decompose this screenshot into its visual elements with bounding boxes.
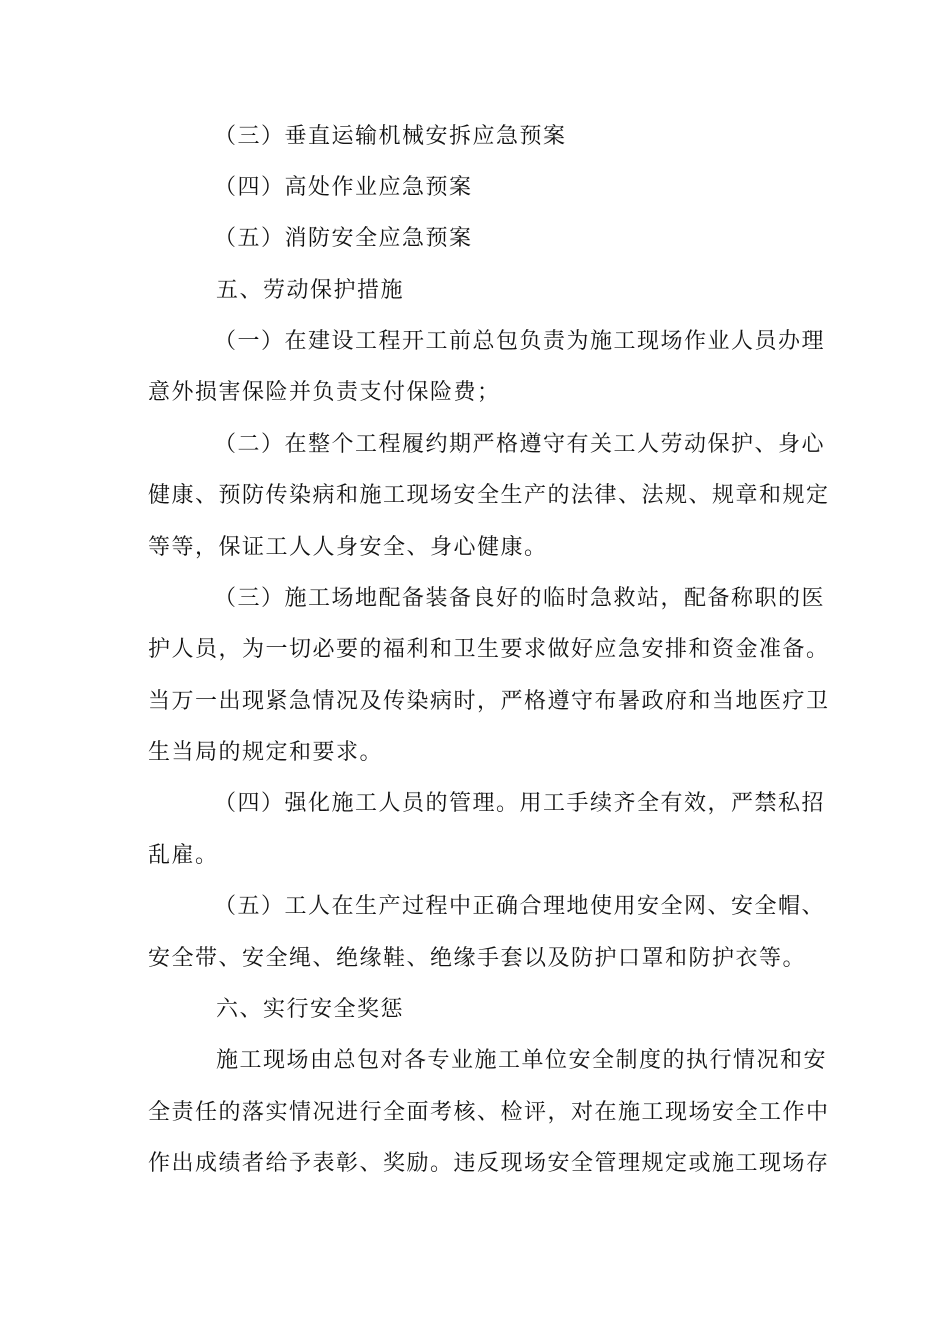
emergency-plan-4: （四）高处作业应急预案 [214,175,473,200]
paragraph-line: 全责任的落实情况进行全面考核、检评，对在施工现场安全工作中 [148,1100,830,1125]
paragraph-line: 生当局的规定和要求。 [148,740,384,765]
paragraph-line: 意外损害保险并负责支付保险费； [148,380,501,405]
paragraph-line: 等等，保证工人人身安全、身心健康。 [148,535,548,560]
paragraph-line: 当万一出现紧急情况及传染病时，严格遵守布暑政府和当地医疗卫 [148,689,830,714]
emergency-plan-3: （三）垂直运输机械安拆应急预案 [214,124,567,149]
paragraph-line: （五）工人在生产过程中正确合理地使用安全网、安全帽、 [214,894,826,919]
section-heading-5: 五、劳动保护措施 [216,278,405,303]
section-heading-6: 六、实行安全奖惩 [216,997,405,1022]
paragraph-line: （四）强化施工人员的管理。用工手续齐全有效，严禁私招 [214,791,826,816]
paragraph-line: 护人员，为一切必要的福利和卫生要求做好应急安排和资金准备。 [148,637,830,662]
paragraph-line: （二）在整个工程履约期严格遵守有关工人劳动保护、身心 [214,432,826,457]
paragraph-line: 乱雇。 [148,843,219,868]
paragraph-line: 健康、预防传染病和施工现场安全生产的法律、法规、规章和规定 [148,483,830,508]
paragraph-line: （三）施工场地配备装备良好的临时急救站，配备称职的医 [214,586,826,611]
paragraph-line: （一）在建设工程开工前总包负责为施工现场作业人员办理 [214,329,826,354]
paragraph-line: 施工现场由总包对各专业施工单位安全制度的执行情况和安 [216,1048,828,1073]
paragraph-line: 安全带、安全绳、绝缘鞋、绝缘手套以及防护口罩和防护衣等。 [148,946,807,971]
paragraph-line: 作出成绩者给予表彰、奖励。违反现场安全管理规定或施工现场存 [148,1151,830,1176]
emergency-plan-5: （五）消防安全应急预案 [214,226,473,251]
